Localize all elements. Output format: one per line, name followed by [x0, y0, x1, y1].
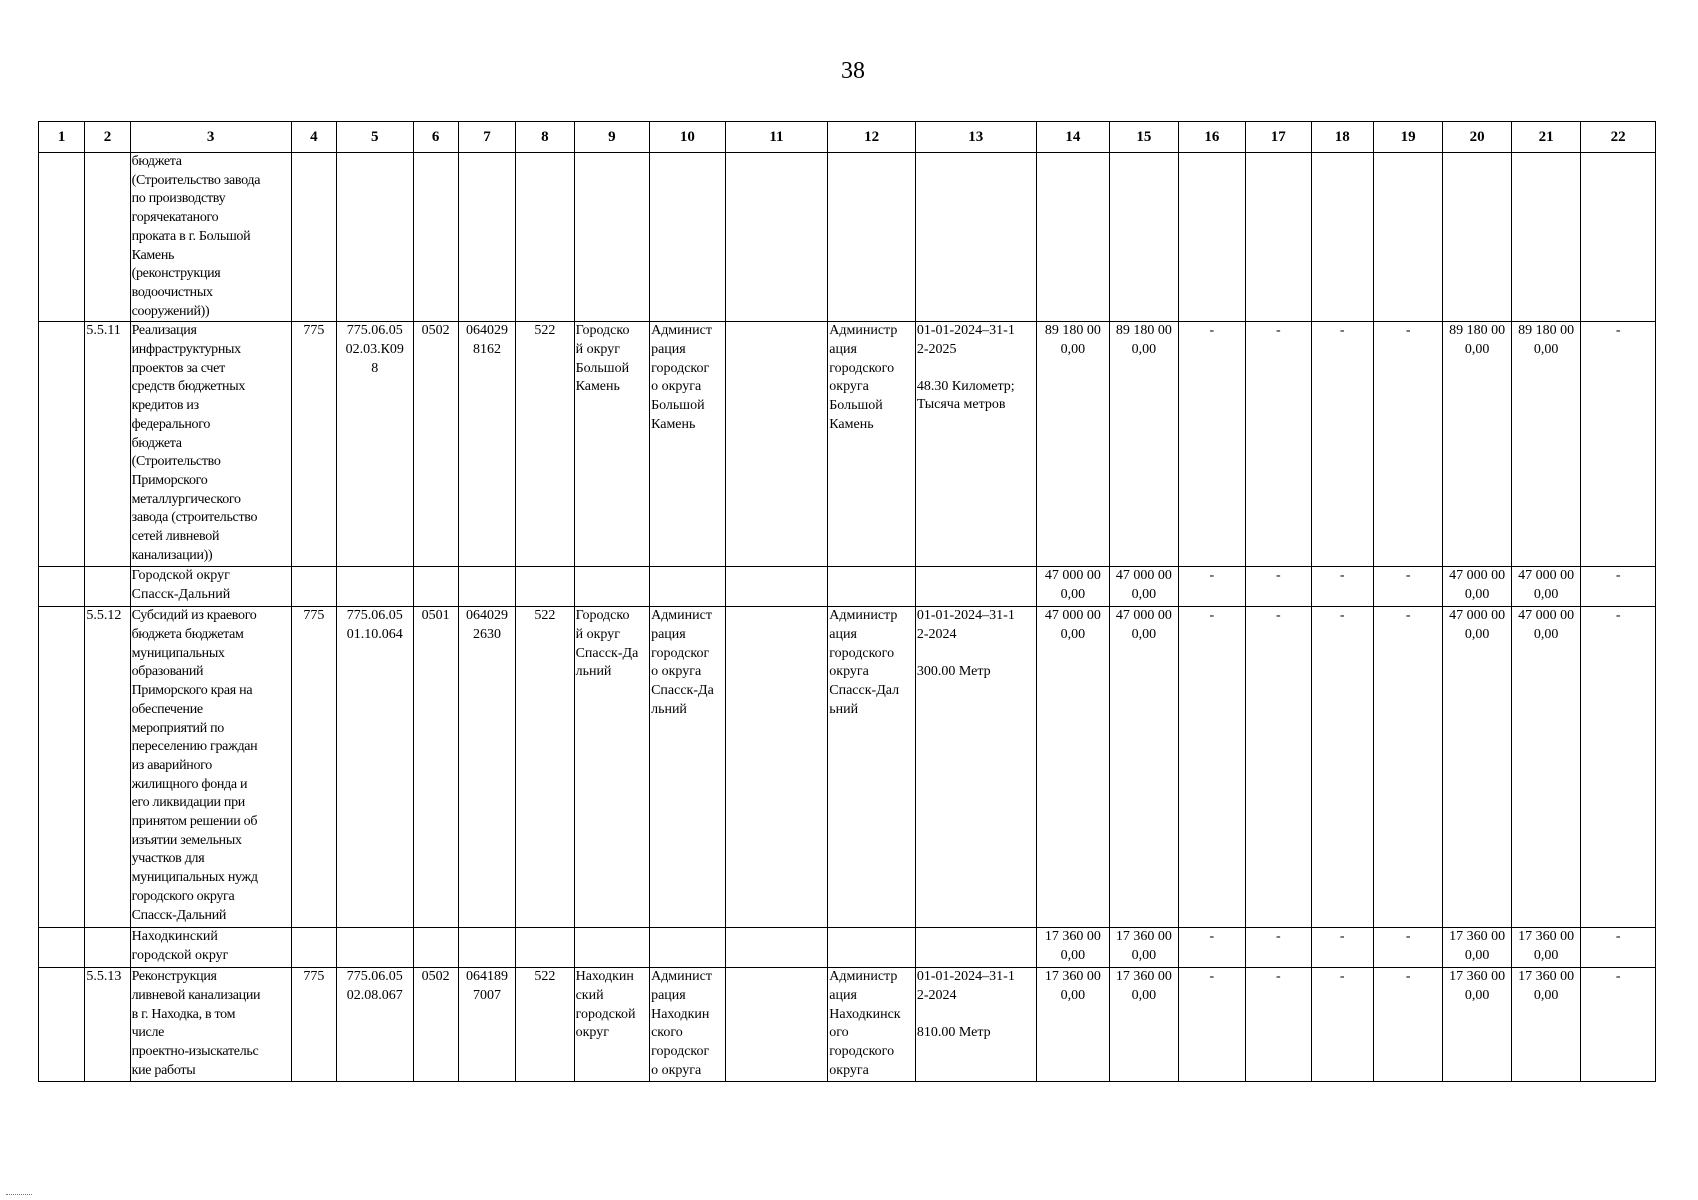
cell-amount: 17 360 00 0,00 — [1036, 928, 1110, 968]
cell-dash: - — [1373, 607, 1442, 928]
cell-recipient: Администр ация городского округа Большой Камень — [828, 322, 916, 567]
cell-dash: - — [1178, 607, 1245, 928]
cell-amount: 89 180 00 0,00 — [1036, 322, 1110, 567]
cell-dash: - — [1373, 322, 1442, 567]
cell-description: Реконструкция ливневой канализации в г. Находка, в том числе проектно-изыскательс кие работы — [130, 968, 291, 1081]
cell-dash: - — [1311, 607, 1373, 928]
header-col-18: 18 — [1311, 122, 1373, 153]
cell-amount: 47 000 00 0,00 — [1110, 567, 1178, 607]
cell-dash: - — [1311, 968, 1373, 1081]
cell-amount: 17 360 00 0,00 — [1110, 928, 1178, 968]
header-row — [39, 122, 1656, 153]
cell-dash: - — [1178, 567, 1245, 607]
cell-dash: - — [1373, 928, 1442, 968]
cell-dash: - — [1246, 928, 1311, 968]
cell-amount: 89 180 00 0,00 — [1511, 322, 1580, 567]
header-col-10: 10 — [650, 122, 726, 153]
cell-dash: - — [1373, 968, 1442, 1081]
cell-municipality: Городско й округ Спасск-Да льний — [574, 607, 650, 928]
cell-description: Реализация инфраструктурных проектов за счет средств бюджетных кредитов из федерального бюджета (Строительство Приморского металлургического завода (строительство сетей ливневой канализации)) — [130, 322, 291, 567]
header-col-7: 7 — [458, 122, 515, 153]
header-col-16: 16 — [1178, 122, 1245, 153]
cell-period: 01-01-2024–31-1 2-2025 48.30 Километр; Тысяча метров — [915, 322, 1036, 567]
cell-administrator: Админист рация городског о округа Спасск-Да льний — [650, 607, 726, 928]
cell-amount: 17 360 00 0,00 — [1110, 968, 1178, 1081]
header-col-20: 20 — [1443, 122, 1511, 153]
header-col-17: 17 — [1246, 122, 1311, 153]
cell-number: 5.5.12 — [85, 607, 130, 928]
header-col-2: 2 — [85, 122, 130, 153]
cell-amount: 17 360 00 0,00 — [1511, 968, 1580, 1081]
cell-dash: - — [1581, 322, 1656, 567]
header-col-15: 15 — [1110, 122, 1178, 153]
cell-dash: - — [1581, 607, 1656, 928]
cell-dash: - — [1178, 322, 1245, 567]
cell-code: 775 — [291, 607, 336, 928]
cell-dash: - — [1311, 567, 1373, 607]
cell-code: 775.06.05 02.03.К09 8 — [337, 322, 414, 567]
header-col-1: 1 — [39, 122, 85, 153]
cell-code: 0502 — [413, 322, 458, 567]
cell-amount: 47 000 00 0,00 — [1443, 567, 1511, 607]
cell-amount: 89 180 00 0,00 — [1443, 322, 1511, 567]
cell-code: 0501 — [413, 607, 458, 928]
cell-code: 522 — [516, 968, 574, 1081]
cell-code: 064189 7007 — [458, 968, 515, 1081]
cell-code: 775.06.05 01.10.064 — [337, 607, 414, 928]
header-col-19: 19 — [1373, 122, 1442, 153]
cell-code: 775 — [291, 968, 336, 1081]
table-row — [39, 153, 1656, 322]
header-col-21: 21 — [1511, 122, 1580, 153]
cell-amount: 89 180 00 0,00 — [1110, 322, 1178, 567]
cell-amount: 47 000 00 0,00 — [1036, 607, 1110, 928]
header-col-8: 8 — [516, 122, 574, 153]
cell-dash: - — [1373, 567, 1442, 607]
cell-dash: - — [1581, 928, 1656, 968]
cell-code: 064029 8162 — [458, 322, 515, 567]
cell-amount: 47 000 00 0,00 — [1511, 567, 1580, 607]
cell-code: 064029 2630 — [458, 607, 515, 928]
cell-code: 522 — [516, 322, 574, 567]
table-row — [39, 968, 1656, 1081]
cell-period: 01-01-2024–31-1 2-2024 810.00 Метр — [915, 968, 1036, 1081]
cell-description: бюджета (Строительство завода по производству горячекатаного проката в г. Большой Камень (реконструкция водоочистных сооружений)) — [130, 153, 291, 322]
cell-amount: 47 000 00 0,00 — [1110, 607, 1178, 928]
header-col-14: 14 — [1036, 122, 1110, 153]
cell-dash: - — [1178, 968, 1245, 1081]
cell-amount: 17 360 00 0,00 — [1443, 968, 1511, 1081]
cell-dash: - — [1246, 968, 1311, 1081]
cell-amount: 17 360 00 0,00 — [1511, 928, 1580, 968]
page-number: 38 — [841, 58, 865, 84]
cell-description: Субсидий из краевого бюджета бюджетам муниципальных образований Приморского края на обеспечение мероприятий по переселению граждан из аварийного жилищного фонда и его ликвидации при принятом решении об изъятии земельных участков для муниципальных нужд городского округа Спасск-Дальний — [130, 607, 291, 928]
cell-district: Городской округ Спасск-Дальний — [130, 567, 291, 607]
table-row — [39, 928, 1656, 968]
cell-period: 01-01-2024–31-1 2-2024 300.00 Метр — [915, 607, 1036, 928]
cell-municipality: Городско й округ Большой Камень — [574, 322, 650, 567]
header-col-6: 6 — [413, 122, 458, 153]
cell-code: 0502 — [413, 968, 458, 1081]
cell-amount: 47 000 00 0,00 — [1443, 607, 1511, 928]
header-col-5: 5 — [337, 122, 414, 153]
header-col-4: 4 — [291, 122, 336, 153]
cell-administrator: Админист рация Находкин ского городског о округа — [650, 968, 726, 1081]
header-col-13: 13 — [915, 122, 1036, 153]
cell-code: 522 — [516, 607, 574, 928]
cell-recipient: Администр ация Находкинск ого городского округа — [828, 968, 916, 1081]
table-row — [39, 567, 1656, 607]
cell-code: 775.06.05 02.08.067 — [337, 968, 414, 1081]
cell-amount: 17 360 00 0,00 — [1443, 928, 1511, 968]
header-col-22: 22 — [1581, 122, 1656, 153]
cell-number: 5.5.11 — [85, 322, 130, 567]
cell — [85, 153, 130, 322]
table-row — [39, 322, 1656, 567]
cell — [39, 153, 85, 322]
cell-dash: - — [1581, 968, 1656, 1081]
cell-recipient: Администр ация городского округа Спасск-Дал ьний — [828, 607, 916, 928]
cell-dash: - — [1581, 567, 1656, 607]
cell-code: 775 — [291, 322, 336, 567]
cell-dash: - — [1311, 928, 1373, 968]
header-col-11: 11 — [725, 122, 828, 153]
cell-dash: - — [1178, 928, 1245, 968]
cell-number: 5.5.13 — [85, 968, 130, 1081]
header-col-12: 12 — [828, 122, 916, 153]
cell-district: Находкинский городской округ — [130, 928, 291, 968]
cell-amount: 47 000 00 0,00 — [1036, 567, 1110, 607]
cell-amount: 47 000 00 0,00 — [1511, 607, 1580, 928]
cell-amount: 17 360 00 0,00 — [1036, 968, 1110, 1081]
cell-dash: - — [1311, 322, 1373, 567]
budget-table — [38, 121, 1656, 1082]
cell-administrator: Админист рация городског о округа Большой Камень — [650, 322, 726, 567]
table-row — [39, 607, 1656, 928]
cell-dash: - — [1246, 607, 1311, 928]
cell-dash: - — [1246, 567, 1311, 607]
cell-municipality: Находкин ский городской округ — [574, 968, 650, 1081]
header-col-3: 3 — [130, 122, 291, 153]
scan-mark — [6, 1194, 32, 1197]
header-col-9: 9 — [574, 122, 650, 153]
cell-dash: - — [1246, 322, 1311, 567]
